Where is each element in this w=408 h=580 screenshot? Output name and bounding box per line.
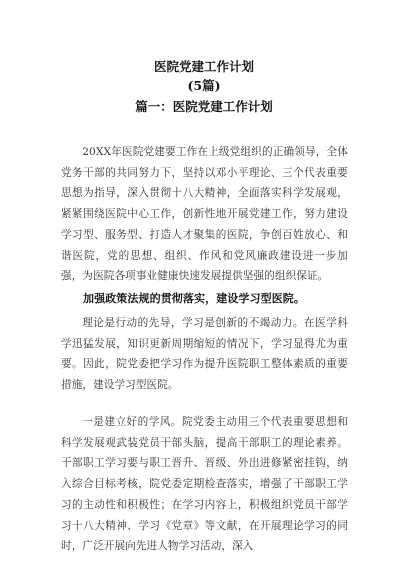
document-subtitle: (5篇) xyxy=(187,78,221,93)
paragraph-study-style: 一是建立好的学风。院党委主动用三个代表重要思想和科学发展观武装党员干部头脑，提高干部职工的理论素养。干部职工学习要与职工晋升、晋级、外出进修紧密挂钩，纳入综合目标考核，院党委定期检查落实，增强了干部职工学习的主动性和积极性；在学习内容上，积极组织党员干部学习十八大精神、学习《党章》等文献，在开展理论学习的同时，广泛开展向先进人物学习活动，深入 xyxy=(61,416,348,553)
paragraph-theory: 理论是行动的先导，学习是创新的不竭动力。在医学科学迅猛发展，知识更新周期缩短的情况下，学习显得尤为重要。因此，院党委把学习作为提升医院职工整体素质的重要措施，建设学习型医院。 xyxy=(61,317,348,392)
document-title: 医院党建工作计划 xyxy=(153,59,254,74)
section-heading: 篇一：医院党建工作计划 xyxy=(135,99,273,114)
paragraph-bold-heading: 加强政策法规的贯彻落实，建设学习型医院。 xyxy=(83,292,305,305)
paragraph-intro: 20XX年医院党建要工作在上级党组织的正确领导，全体党务干部的共同努力下，坚持以邓小平理论、三个代表重要思想为指导，深入贯彻十八大精神，全面落实科学发展观，紧紧围绕医院中心工作，创新性地开展党建工作，努力建设学习型、服务型、打造人才聚集的医院，争创百姓放心、和谐医院，党的思想、组织、作风和党风廉政建设进一步加强，为医院各项事业健康快速发展提供坚强的组织保证。 xyxy=(61,146,348,283)
